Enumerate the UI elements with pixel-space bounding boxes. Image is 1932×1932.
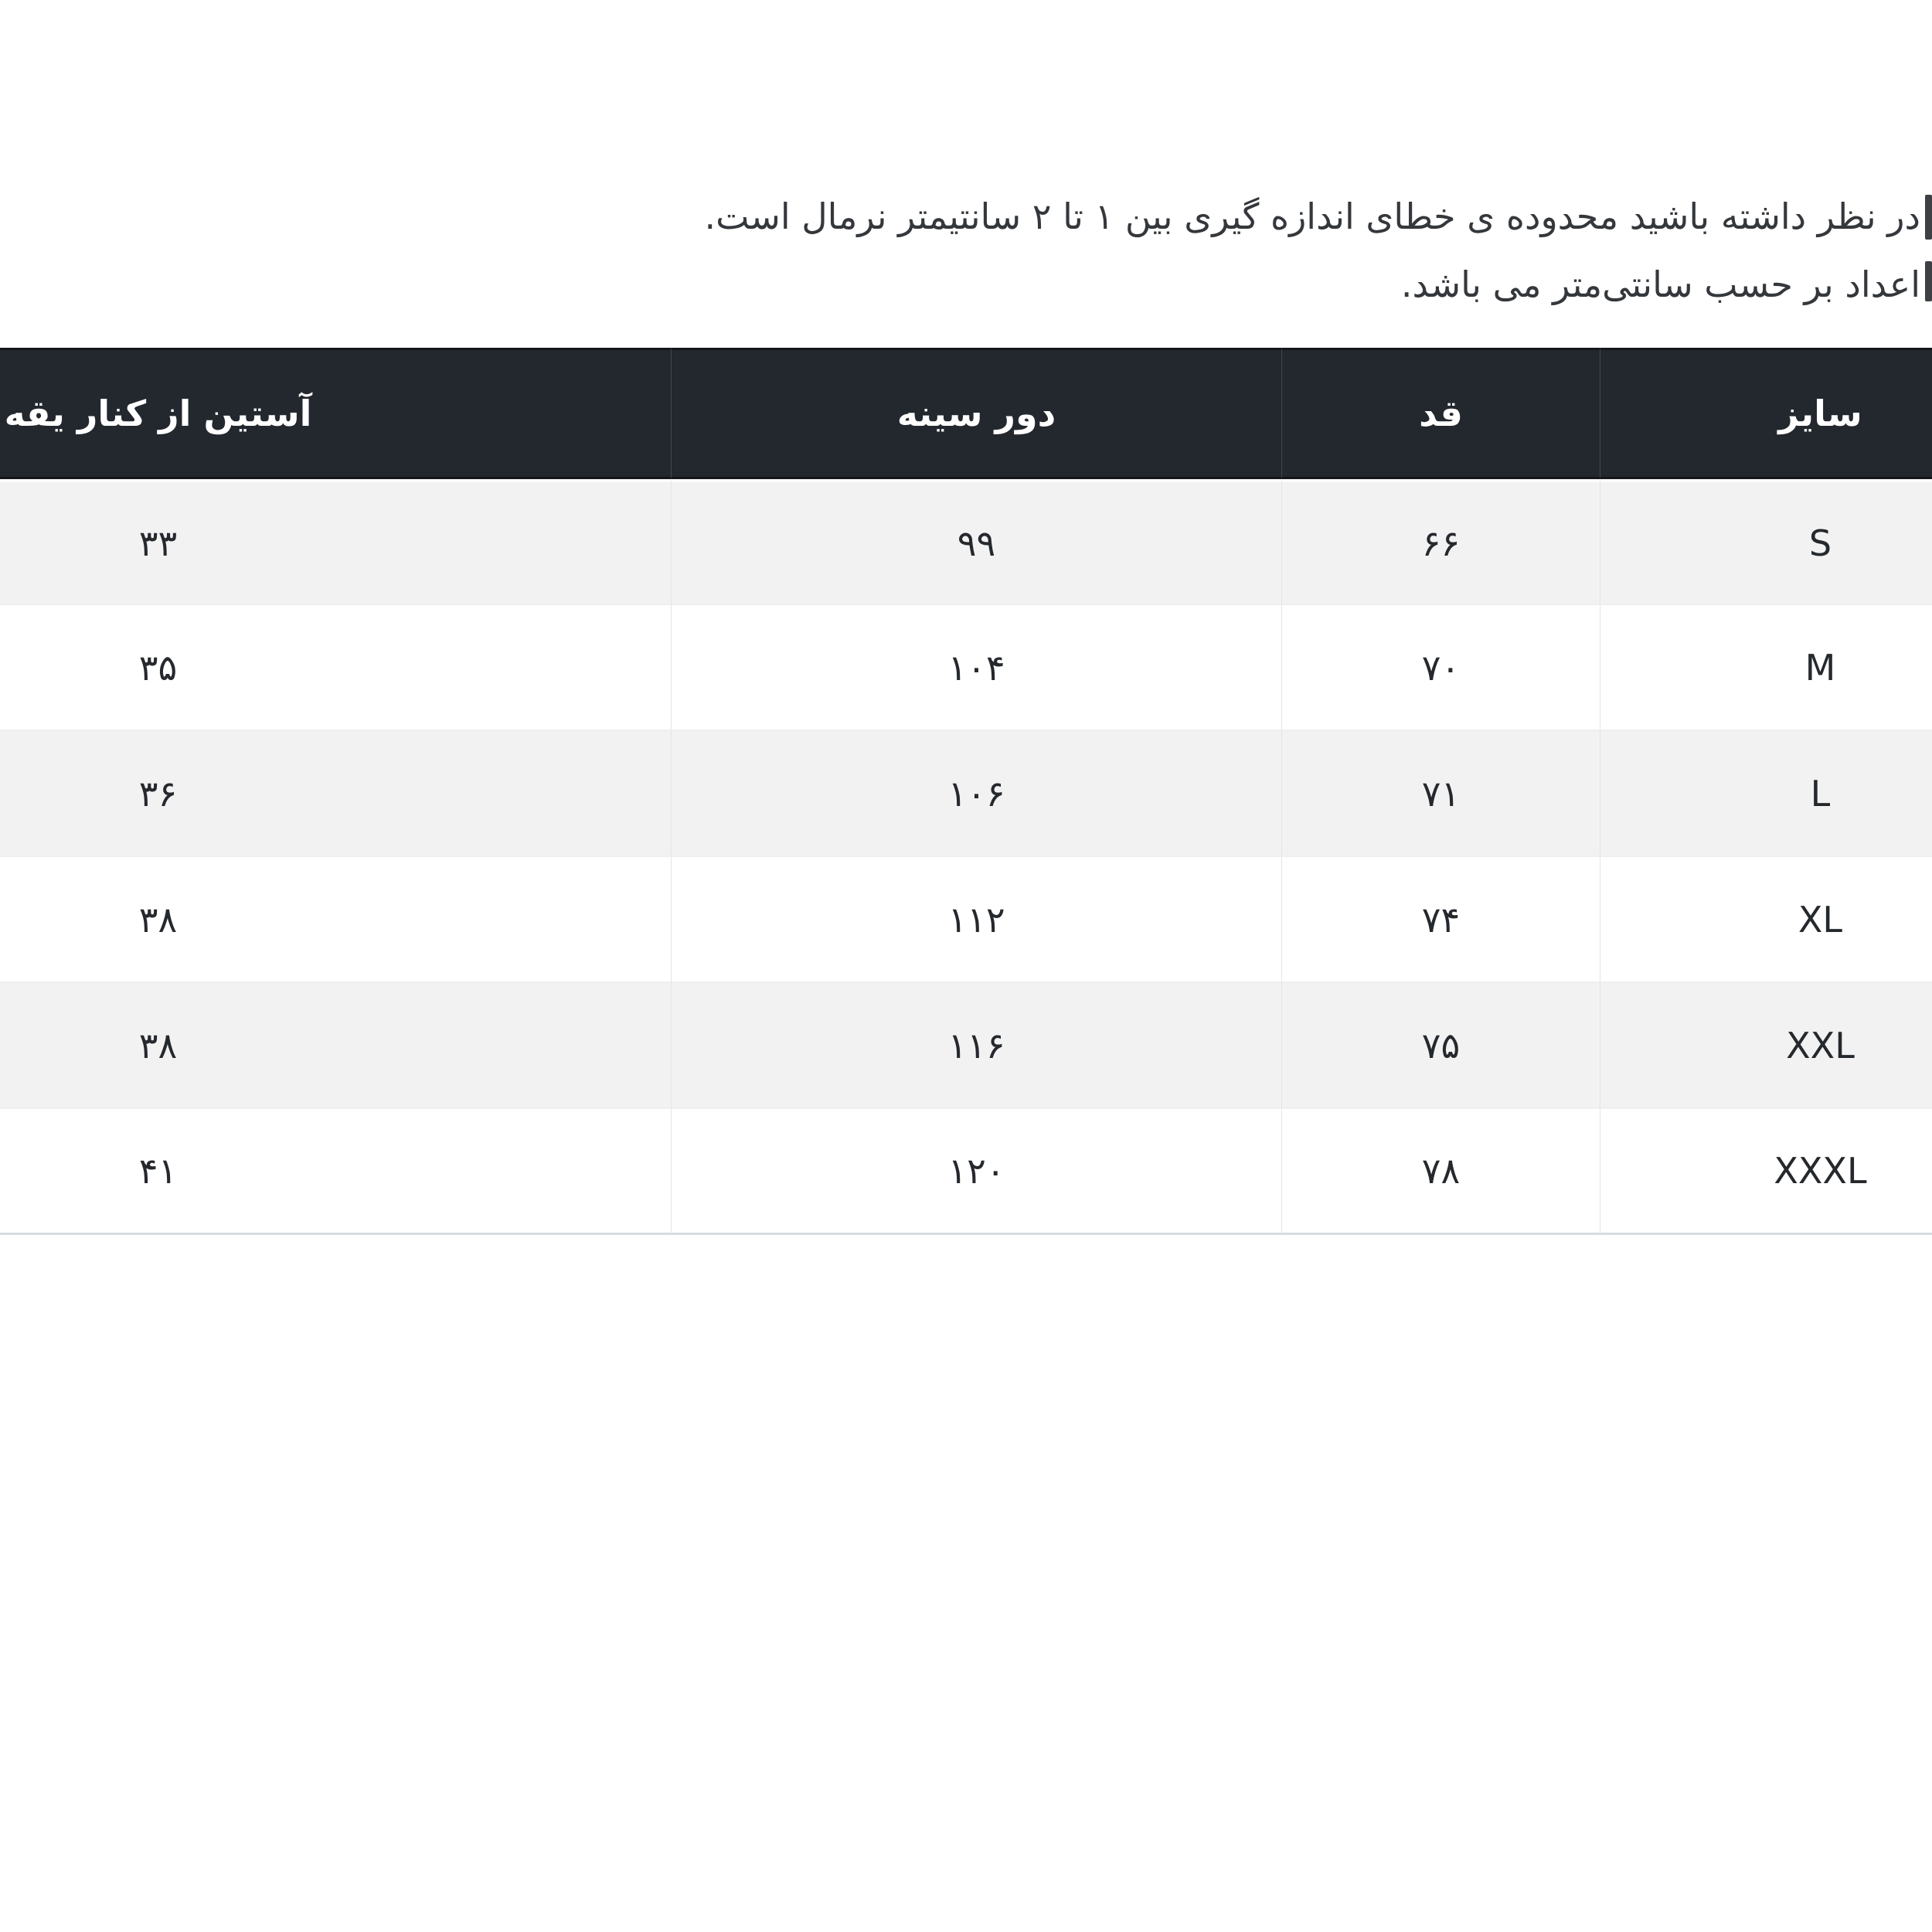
size-table (0, 348, 1932, 1235)
note-line-2: اعداد بر حسب سانتی‌متر می باشد. (1400, 264, 1920, 305)
cell-chest: ۱۱۶ (671, 983, 1281, 1109)
note-line-1: در نظر داشته باشید محدوده ی خطای اندازه گیری بین ۱ تا ۲ سانتیمتر نرمال است. (704, 196, 1920, 237)
table-row (0, 731, 1932, 857)
cell-sleeve: ۳۳ (0, 479, 671, 605)
cell-sleeve: ۴۱ (0, 1109, 671, 1235)
cell-chest: ۱۰۶ (671, 731, 1281, 857)
cell-size: XXXL (1600, 1109, 1932, 1235)
column-header-sleeve: آستین از کنار یقه (0, 348, 671, 479)
cell-chest: ۹۹ (671, 479, 1281, 605)
table-row (0, 983, 1932, 1109)
header-row (0, 348, 1932, 479)
cell-chest: ۱۲۰ (671, 1109, 1281, 1235)
size-table-header (0, 348, 1932, 479)
size-table-body (0, 479, 1932, 1235)
cell-length: ۷۰ (1281, 605, 1600, 731)
cell-chest: ۱۰۴ (671, 605, 1281, 731)
cell-length: ۷۴ (1281, 857, 1600, 983)
column-header-size: سایز (1600, 348, 1932, 479)
cell-size: L (1600, 731, 1932, 857)
cell-length: ۶۶ (1281, 479, 1600, 605)
cell-size: M (1600, 605, 1932, 731)
measurement-notes (705, 182, 1920, 318)
cell-length: ۷۱ (1281, 731, 1600, 857)
cell-size: XXL (1600, 983, 1932, 1109)
cell-sleeve: ۳۵ (0, 605, 671, 731)
cell-sleeve: ۳۸ (0, 857, 671, 983)
table-row (0, 857, 1932, 983)
cell-sleeve: ۳۸ (0, 983, 671, 1109)
table-row (0, 605, 1932, 731)
cell-chest: ۱۱۲ (671, 857, 1281, 983)
cell-size: XL (1600, 857, 1932, 983)
cell-length: ۷۸ (1281, 1109, 1600, 1235)
clipped-text-fragment (1925, 261, 1932, 301)
size-table-viewport (0, 348, 1932, 1238)
table-row (0, 1109, 1932, 1235)
clipped-text-fragment (1925, 195, 1932, 240)
column-header-chest: دور سینه (671, 348, 1281, 479)
table-row (0, 479, 1932, 605)
cell-size: S (1600, 479, 1932, 605)
column-header-length: قد (1281, 348, 1600, 479)
cell-length: ۷۵ (1281, 983, 1600, 1109)
cell-sleeve: ۳۶ (0, 731, 671, 857)
